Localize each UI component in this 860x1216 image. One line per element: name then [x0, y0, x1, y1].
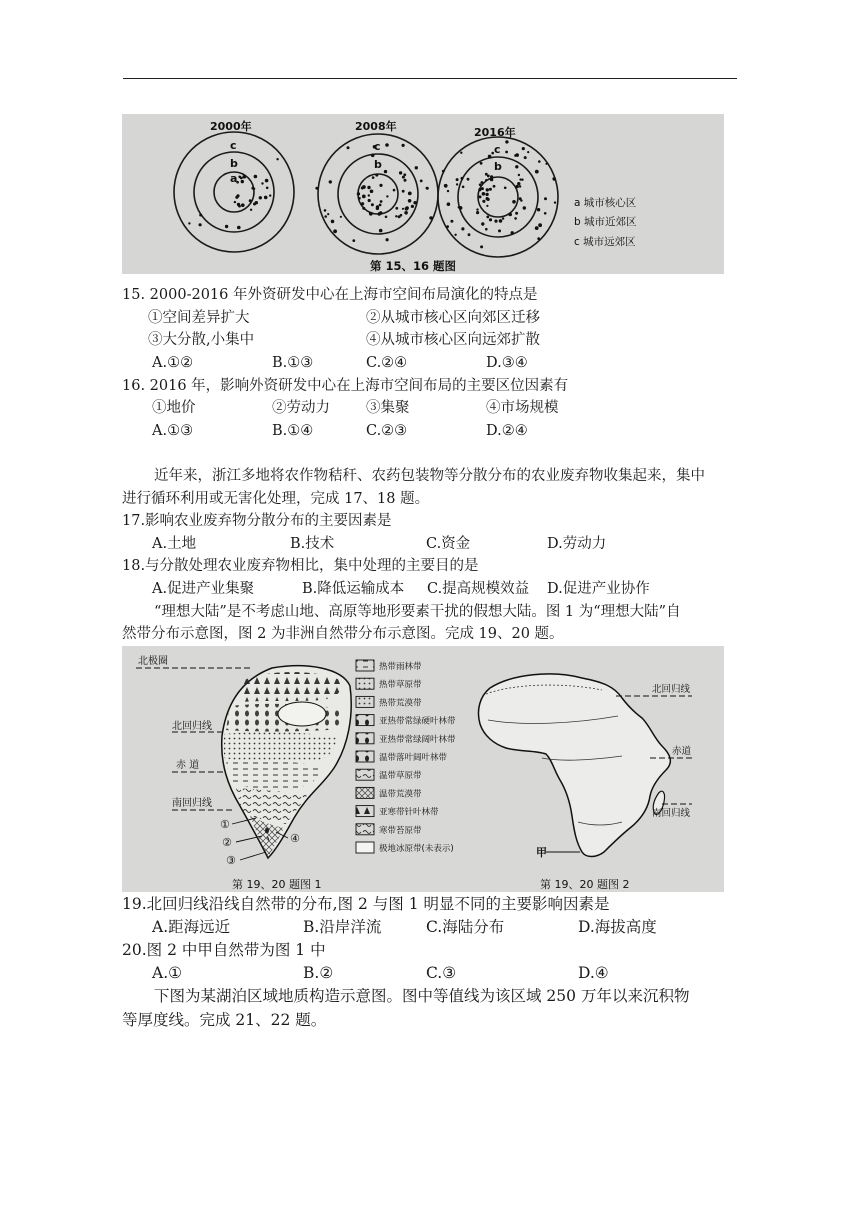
q16-item-2: ②劳动力 [272, 400, 330, 416]
rd-center-dot-2016 [493, 185, 496, 188]
rd-center-dot-2008 [400, 214, 403, 217]
rd-center-dot-2000 [238, 205, 241, 208]
legend-a: a 城市核心区 [574, 197, 637, 209]
rd-center-dot-2008 [426, 187, 429, 190]
rd-center-dot-2008 [404, 211, 408, 215]
rd-center-dot-2016 [485, 228, 488, 231]
rd-center-dot-2008 [340, 216, 342, 218]
rd-center-dot-2008 [404, 179, 407, 182]
rd-center-dot-2008 [329, 180, 332, 183]
rd-center-dot-2016 [538, 223, 542, 227]
q16-item-1: ①地价 [152, 400, 196, 416]
rd-center-dot-2016 [489, 188, 492, 191]
rd-center-dot-2000 [276, 158, 278, 160]
rd-center-dot-2016 [462, 186, 465, 189]
rd-center-dot-2000 [261, 182, 263, 184]
rd-center-dot-2008 [380, 200, 383, 203]
passage-19-20-line-1: “理想大陆”是不考虑山地、高原等地形要素干扰的假想大陆。图 1 为“理想大陆”自 [154, 604, 681, 620]
rd-center-dot-2000 [254, 175, 258, 179]
rd-center-dot-2008 [369, 212, 373, 216]
rd-center-dot-2016 [450, 220, 453, 223]
rd-center-dot-2016 [482, 200, 485, 203]
q20-option-a[interactable]: A.① [152, 964, 183, 982]
question-16-stem: 16. 2016 年，影响外资研发中心在上海市空间布局的主要区位因素有 [122, 378, 569, 394]
question-15-stem: 15. 2000-2016 年外资研发中心在上海市空间布局演化的特点是 [122, 287, 538, 303]
rd-center-dot-2000 [266, 187, 269, 190]
rd-center-dot-2008 [324, 209, 327, 212]
fig2-tropic-cancer-label: 北回归线 [652, 684, 691, 695]
rd-center-dot-2016 [512, 200, 516, 204]
q16-option-d[interactable]: D.②④ [486, 423, 528, 439]
q16-option-b[interactable]: B.①④ [272, 423, 314, 439]
ring-label-c-2016: c [494, 143, 501, 156]
q15-option-b[interactable]: B.①③ [272, 355, 314, 371]
q15-option-d[interactable]: D.③④ [486, 355, 528, 371]
rd-center-dot-2008 [415, 166, 418, 169]
rd-center-dot-2008 [393, 189, 396, 192]
rd-center-dot-2016 [537, 237, 540, 240]
legend-label: 热带草原带 [379, 680, 422, 691]
rd-center-dot-2016 [480, 245, 483, 248]
rd-center-dot-2016 [468, 233, 471, 236]
legend-label: 温带草原带 [379, 771, 422, 782]
q16-option-a[interactable]: A.①③ [152, 423, 194, 439]
fig1-caption: 第 19、20 题图 1 [232, 878, 322, 891]
rd-center-dot-2016 [511, 231, 514, 234]
q19-option-a[interactable]: A.距海远近 [152, 918, 231, 936]
rd-center-dot-2008 [324, 215, 327, 218]
rd-center-dot-2008 [371, 203, 374, 206]
ring-label-b-2000: b [230, 157, 238, 170]
question-20-stem: 20.图 2 中甲自然带为图 1 中 [122, 941, 326, 959]
q18-option-d[interactable]: D.促进产业协作 [547, 581, 650, 597]
rd-center-dot-2008 [361, 202, 364, 205]
marker-2: ② [222, 836, 232, 849]
q15-option-a[interactable]: A.①② [152, 355, 194, 371]
marker-1: ① [220, 818, 230, 831]
rd-center-dot-2008 [386, 195, 388, 197]
legend-swatch [356, 824, 374, 835]
rd-center-dot-2016 [552, 177, 556, 181]
q18-option-c[interactable]: C.提高规模效益 [427, 581, 530, 597]
rd-center-dot-2008 [327, 213, 329, 215]
rd-center-dot-2016 [502, 217, 504, 219]
q18-option-a[interactable]: A.促进产业集聚 [152, 581, 255, 597]
year-label-2016: 2016年 [474, 126, 516, 139]
legend-swatch [356, 696, 374, 707]
marker-3: ③ [226, 854, 236, 867]
rd-center-dot-2016 [460, 152, 462, 154]
figure-19-20 [122, 646, 724, 892]
rd-center-dot-2008 [362, 207, 365, 210]
rd-center-dot-2008 [375, 174, 378, 177]
rd-center-dot-2008 [395, 207, 398, 210]
q20-option-c[interactable]: C.③ [426, 964, 457, 982]
ring-label-c-2008: c [374, 140, 381, 153]
rd-center-dot-2008 [368, 199, 371, 202]
passage-17-18-line-2: 进行循环利用或无害化处理，完成 17、18 题。 [122, 491, 430, 507]
q16-option-c[interactable]: C.②③ [366, 423, 408, 439]
rd-center-dot-2016 [544, 212, 547, 215]
rd-center-dot-2016 [481, 181, 484, 184]
rd-center-dot-2008 [362, 185, 366, 189]
rd-center-dot-2016 [480, 162, 483, 165]
rd-center-dot-2016 [485, 179, 487, 181]
q15-item-3: ③大分散,小集中 [148, 332, 255, 348]
rd-center-dot-2008 [331, 220, 335, 224]
legend-swatch [356, 787, 374, 798]
legend-b: b 城市近郊区 [574, 216, 637, 228]
rd-center-dot-2000 [199, 214, 202, 217]
rd-center-dot-2016 [535, 170, 539, 174]
rd-center-dot-2008 [347, 146, 350, 149]
rd-center-dot-2016 [514, 217, 517, 220]
rd-center-dot-2008 [402, 190, 405, 193]
legend-c: c 城市远郊区 [574, 236, 636, 248]
rd-center-dot-2000 [234, 201, 236, 203]
q19-option-c[interactable]: C.海陆分布 [426, 918, 505, 936]
rd-center-dot-2008 [362, 195, 366, 199]
rd-center-dot-2016 [488, 155, 492, 159]
rd-center-dot-2000 [243, 175, 247, 179]
rd-center-dot-2000 [249, 199, 252, 202]
rd-center-dot-2016 [486, 216, 489, 219]
rd-center-dot-2008 [315, 187, 318, 190]
q18-option-b[interactable]: B.降低运输成本 [302, 581, 405, 597]
rd-center-dot-2016 [519, 178, 521, 180]
rd-center-dot-2016 [461, 177, 464, 180]
ring-label-b-2008: b [374, 158, 382, 171]
fig1-arctic-circle-label: 北极圈 [138, 656, 168, 667]
legend-swatch [356, 769, 374, 780]
legend-label: 寒带苔原带 [379, 825, 422, 836]
rd-center-dot-2016 [447, 202, 451, 206]
rd-center-dot-2008 [405, 206, 409, 210]
rd-center-dot-2016 [482, 192, 486, 196]
rd-center-dot-2016 [504, 187, 507, 190]
rd-center-dot-2008 [384, 170, 387, 173]
rd-center-dot-2016 [487, 198, 490, 201]
rd-center-dot-2016 [519, 197, 522, 200]
q15-item-4: ④从城市核心区向远郊扩散 [366, 332, 540, 348]
rd-center-dot-2000 [199, 223, 202, 226]
rd-center-dot-2008 [420, 180, 423, 183]
rd-center-dot-2000 [265, 179, 269, 183]
q20-option-b[interactable]: B.② [303, 964, 334, 982]
rd-center-dot-2016 [519, 185, 521, 187]
q16-item-4: ④市场规模 [486, 400, 559, 416]
rd-center-dot-2016 [515, 212, 518, 215]
rd-center-dot-2016 [442, 170, 445, 173]
rd-center-dot-2008 [395, 215, 397, 217]
rd-center-dot-2016 [479, 183, 482, 186]
rd-center-dot-2016 [490, 175, 493, 178]
rd-center-dot-2008 [333, 229, 337, 233]
rd-center-dot-2000 [241, 180, 244, 183]
legend-swatch [356, 806, 374, 817]
rd-center-dot-2008 [385, 216, 388, 219]
rd-center-dot-2016 [524, 156, 527, 159]
passage-21-22-line-2: 等厚度线。完成 21、22 题。 [122, 1011, 327, 1029]
legend-label: 热带荒漠带 [379, 698, 422, 709]
rd-center-dot-2008 [402, 144, 405, 147]
fig1-equator-label: 赤 道 [176, 760, 200, 771]
question-19-stem: 19.北回归线沿线自然带的分布,图 2 与图 1 明显不同的主要影响因素是 [122, 895, 610, 913]
rd-center-dot-2008 [411, 205, 414, 208]
legend-label: 亚热带常绿阔叶林带 [379, 734, 456, 745]
passage-17-18-line-1: 近年来，浙江多地将农作物秸秆、农药包装物等分散分布的农业废弃物收集起来，集中 [154, 468, 705, 484]
rd-center-dot-2016 [508, 213, 512, 217]
q15-item-2: ②从城市核心区向郊区迁移 [366, 310, 540, 326]
rd-center-dot-2016 [505, 151, 508, 154]
ring-label-a-2000: a [230, 172, 238, 185]
q15-item-1: ①空间差异扩大 [148, 310, 250, 326]
figure-15-16 [122, 114, 724, 274]
legend-label: 极地冰原带(未表示) [379, 844, 454, 854]
rd-center-dot-2016 [516, 185, 519, 188]
rd-center-dot-2008 [367, 186, 370, 189]
year-label-2000: 2000年 [210, 120, 252, 133]
legend-label: 亚寒带针叶林带 [379, 807, 439, 818]
q17-option-b[interactable]: B.技术 [290, 536, 335, 552]
legend-label: 温带落叶阔叶林带 [379, 753, 448, 763]
marker-4: ④ [290, 832, 300, 845]
rd-center-dot-2000 [237, 226, 241, 230]
rd-center-dot-2016 [454, 234, 456, 236]
rd-center-dot-2016 [485, 193, 488, 196]
rd-center-dot-2016 [490, 178, 493, 181]
rd-center-dot-2016 [486, 205, 488, 207]
rd-center-dot-2016 [538, 160, 541, 163]
rd-center-dot-2000 [235, 196, 238, 199]
legend-label: 亚热带常绿硬叶林带 [379, 716, 456, 727]
rd-center-dot-2016 [537, 208, 540, 211]
rd-center-dot-2008 [413, 201, 416, 204]
rd-center-dot-2016 [535, 226, 539, 230]
rd-center-dot-2016 [523, 206, 526, 209]
rd-center-dot-2016 [479, 195, 482, 198]
q19-option-b[interactable]: B.沿岸洋流 [303, 918, 382, 936]
rd-center-dot-2016 [505, 140, 508, 143]
fig2-equator-label: 赤道 [672, 746, 692, 757]
rd-center-dot-2000 [188, 222, 190, 224]
rd-center-dot-2008 [399, 171, 402, 174]
rd-center-dot-2016 [514, 154, 517, 157]
rd-center-dot-2016 [458, 206, 460, 208]
rd-center-dot-2008 [402, 176, 405, 179]
ring-label-c-2000: c [230, 139, 237, 152]
rd-center-dot-2016 [515, 165, 518, 168]
rd-center-dot-2016 [498, 229, 501, 232]
rd-center-dot-2016 [481, 222, 484, 225]
q16-item-3: ③集聚 [366, 400, 410, 416]
rd-center-dot-2016 [494, 220, 497, 223]
legend-swatch [356, 715, 374, 726]
rd-center-dot-2016 [499, 219, 503, 223]
rd-center-dot-2016 [518, 174, 520, 176]
rd-center-dot-2008 [368, 194, 370, 196]
rd-center-dot-2000 [264, 196, 268, 200]
rd-center-dot-2016 [554, 201, 556, 203]
passage-21-22-line-1: 下图为某湖泊区域地质构造示意图。图中等值线为该区域 250 万年以来沉积物 [154, 987, 690, 1005]
fig2-jia-label: 甲 [536, 846, 547, 859]
rd-center-dot-2008 [379, 184, 382, 187]
q17-option-a[interactable]: A.土地 [152, 536, 197, 552]
rd-center-dot-2016 [476, 211, 479, 214]
rd-center-dot-2008 [402, 208, 404, 210]
rd-center-dot-2008 [379, 211, 383, 215]
rd-center-dot-2016 [444, 184, 448, 188]
rd-center-dot-2008 [372, 176, 375, 179]
legend-label: 温带荒漠带 [379, 789, 422, 800]
rd-center-dot-2008 [408, 192, 412, 196]
q20-option-d[interactable]: D.④ [578, 964, 609, 982]
rd-center-dot-2000 [240, 177, 243, 180]
q19-option-d[interactable]: D.海拔高度 [578, 918, 657, 936]
rd-center-dot-2000 [269, 194, 271, 196]
fig1-tropic-capricorn-label: 南回归线 [172, 798, 212, 809]
rd-center-dot-2008 [429, 216, 432, 219]
question-18-stem: 18.与分散处理农业废弃物相比，集中处理的主要目的是 [122, 558, 479, 574]
rd-center-dot-2000 [225, 225, 228, 228]
legend-swatch [356, 733, 374, 744]
year-label-2008: 2008年 [355, 120, 397, 133]
rd-center-dot-2008 [386, 238, 389, 241]
rd-center-dot-2016 [481, 187, 484, 190]
fig1-tropic-cancer-label: 北回归线 [172, 721, 212, 732]
rd-center-dot-2008 [379, 204, 382, 207]
rd-center-dot-2016 [527, 151, 529, 153]
rd-center-dot-2000 [241, 203, 245, 207]
rd-center-dot-2008 [370, 190, 374, 194]
rd-center-dot-2008 [352, 239, 355, 242]
q15-option-c[interactable]: C.②④ [366, 355, 408, 371]
rd-center-dot-2008 [371, 154, 375, 158]
rd-center-dot-2016 [489, 218, 492, 221]
header-rule [123, 78, 737, 79]
rd-center-dot-2008 [357, 192, 360, 195]
fig2-caption: 第 19、20 题图 2 [540, 878, 630, 891]
rd-center-dot-2008 [358, 197, 361, 200]
rd-center-dot-2016 [456, 183, 458, 185]
ring-label-b-2016: b [494, 160, 502, 173]
rd-center-dot-2000 [253, 188, 255, 190]
rd-center-dot-2008 [385, 143, 389, 147]
rd-center-dot-2016 [522, 147, 525, 150]
rd-center-dot-2016 [447, 190, 449, 192]
q17-option-d[interactable]: D.劳动力 [547, 536, 607, 552]
rd-center-dot-2000 [259, 196, 262, 199]
fig2-tropic-capricorn-label: 南回归线 [652, 808, 691, 819]
rd-center-dot-2016 [487, 175, 490, 178]
rd-center-dot-2016 [544, 197, 547, 200]
question-17-stem: 17.影响农业废弃物分散分布的主要因素是 [122, 513, 392, 529]
rd-center-dot-2016 [476, 208, 478, 210]
rd-center-dot-2016 [461, 227, 464, 230]
legend-label: 热带雨林带 [379, 662, 422, 672]
rd-center-dot-2016 [517, 182, 520, 185]
legend-swatch [356, 842, 374, 853]
rd-center-dot-2008 [408, 199, 412, 203]
rd-center-dot-2016 [467, 178, 470, 181]
rd-center-dot-2000 [250, 209, 252, 211]
rd-center-dot-2008 [379, 229, 383, 233]
rd-center-dot-2016 [456, 178, 459, 181]
legend-swatch [356, 751, 374, 762]
legend-swatch [356, 660, 374, 671]
legend-swatch [356, 678, 374, 689]
rd-center-dot-2008 [376, 207, 379, 210]
passage-19-20-line-2: 然带分布示意图，图 2 为非洲自然带分布示意图。完成 19、20 题。 [122, 626, 564, 642]
rd-center-dot-2016 [446, 225, 449, 228]
rd-center-dot-2000 [253, 203, 256, 206]
q17-option-c[interactable]: C.资金 [426, 536, 471, 552]
rd-center-dot-2016 [545, 163, 547, 165]
rd-center-dot-2016 [486, 188, 489, 191]
figure-caption: 第 15、16 题图 [370, 259, 457, 273]
